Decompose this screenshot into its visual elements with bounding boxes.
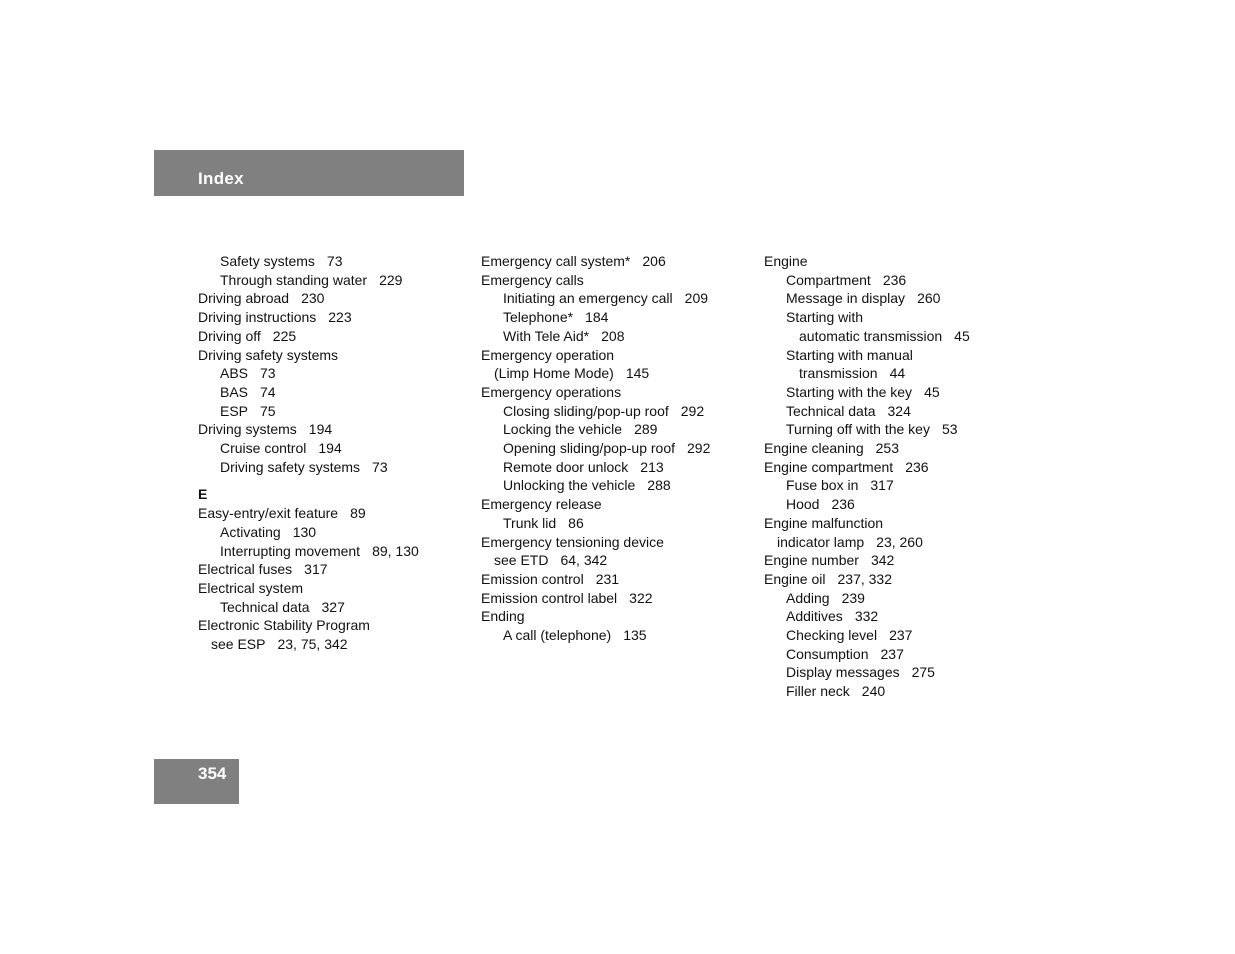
index-term: Emission control label — [481, 589, 618, 606]
index-page-ref: 327 — [321, 598, 345, 615]
index-term: Cruise control — [220, 440, 307, 457]
index-entry — [198, 327, 468, 346]
index-entry — [481, 439, 751, 458]
index-entry — [481, 626, 751, 645]
index-term: automatic transmission — [799, 327, 943, 344]
index-page-ref: 342 — [870, 552, 895, 569]
index-page-ref: 75 — [260, 402, 276, 419]
index-page-ref: 23, 75, 342 — [277, 636, 348, 653]
index-term: Unlocking the vehicle — [503, 477, 636, 494]
index-page-ref: 237 — [880, 645, 904, 662]
index-entry — [481, 551, 751, 570]
index-term: BAS — [220, 383, 249, 400]
index-entry — [764, 495, 1034, 514]
index-page-ref: 289 — [634, 421, 658, 438]
index-page-ref: 229 — [379, 271, 403, 288]
index-page-ref: 223 — [328, 309, 352, 326]
index-entry — [481, 420, 751, 439]
index-entry — [481, 607, 751, 626]
index-column-3 — [764, 252, 1034, 701]
index-term: Emergency calls — [481, 271, 584, 288]
index-term: Interrupting movement — [220, 542, 361, 559]
index-term: Driving safety systems — [198, 346, 339, 363]
page-number-box — [154, 759, 239, 804]
index-page-ref: 317 — [304, 561, 328, 578]
index-page-ref: 145 — [625, 365, 650, 382]
index-term: Safety systems — [220, 253, 315, 269]
index-entry — [198, 560, 468, 579]
index-entry — [481, 458, 751, 477]
index-term: Starting with — [786, 309, 864, 326]
index-page-ref: 89 — [350, 505, 366, 522]
index-page-ref: 53 — [941, 421, 958, 438]
index-entry — [764, 364, 1034, 383]
index-term: Engine — [764, 253, 808, 269]
index-page-ref: 184 — [585, 309, 609, 326]
index-term: Fuse box in — [786, 477, 859, 494]
index-entry — [764, 271, 1034, 290]
index-page-ref: 130 — [292, 523, 317, 540]
index-entry — [764, 458, 1034, 477]
index-entry — [198, 439, 468, 458]
index-term: see ETD — [494, 552, 549, 569]
index-term: Ending — [481, 608, 525, 625]
index-term: Technical data — [220, 598, 310, 615]
index-page-ref: 64, 342 — [560, 552, 608, 569]
index-term: Opening sliding/pop-up roof — [503, 440, 676, 457]
index-term: A call (telephone) — [503, 627, 612, 644]
index-entry — [481, 476, 751, 495]
index-entry — [198, 542, 468, 561]
index-term: With Tele Aid* — [503, 327, 590, 344]
index-term: Technical data — [786, 402, 876, 419]
index-term: Locking the vehicle — [503, 421, 623, 438]
index-term: Trunk lid — [503, 514, 557, 531]
index-entry — [481, 327, 751, 346]
index-term: Engine cleaning — [764, 440, 864, 457]
index-term: Adding — [786, 589, 830, 606]
index-column-1 — [198, 252, 468, 654]
index-term: (Limp Home Mode) — [494, 365, 614, 382]
index-entry — [198, 252, 468, 271]
index-entry — [481, 402, 751, 421]
index-term: ESP — [220, 402, 249, 419]
index-term: transmission — [799, 365, 878, 382]
index-entry — [481, 495, 751, 514]
index-page-ref: 322 — [629, 589, 653, 606]
index-entry — [198, 598, 468, 617]
index-entry — [198, 383, 468, 402]
index-page-ref: 225 — [272, 327, 297, 344]
index-term: Driving abroad — [198, 290, 290, 307]
index-page-ref: 208 — [601, 327, 625, 344]
index-term: Filler neck — [786, 683, 850, 700]
index-entry — [764, 663, 1034, 682]
index-page-ref: 89, 130 — [372, 542, 419, 559]
index-page-ref: 239 — [841, 589, 865, 606]
index-term: Electrical system — [198, 579, 304, 596]
index-entry — [764, 476, 1034, 495]
index-entry — [764, 514, 1034, 533]
index-page-ref: 73 — [326, 253, 343, 269]
index-entry — [481, 308, 751, 327]
index-page-ref: 240 — [861, 683, 886, 700]
index-term: Message in display — [786, 290, 906, 307]
index-term: Emergency operations — [481, 383, 622, 400]
index-entry — [481, 346, 751, 365]
index-term: Electrical fuses — [198, 561, 293, 578]
index-page-ref: 237, 332 — [837, 570, 892, 587]
index-term: indicator lamp — [777, 533, 865, 550]
index-page-ref: 194 — [318, 440, 342, 457]
index-page-ref: 237 — [889, 627, 913, 644]
index-term: Remote door unlock — [503, 458, 629, 475]
index-entry — [764, 551, 1034, 570]
index-term: Engine oil — [764, 570, 826, 587]
index-term: Initiating an emergency call — [503, 290, 673, 307]
header-bar — [154, 150, 464, 196]
index-entry — [198, 308, 468, 327]
index-entry — [198, 635, 468, 654]
index-page-ref: 135 — [623, 627, 647, 644]
page-number: 354 — [198, 764, 227, 783]
index-entry — [481, 570, 751, 589]
index-term: Turning off with the key — [786, 421, 930, 438]
index-page-ref: 209 — [684, 290, 709, 307]
index-entry — [481, 289, 751, 308]
index-entry — [764, 682, 1034, 701]
index-entry — [764, 420, 1034, 439]
index-term: Driving safety systems — [220, 458, 361, 475]
index-entry — [764, 439, 1034, 458]
index-page-ref: 44 — [889, 365, 906, 382]
index-entry — [764, 289, 1034, 308]
index-term: Activating — [220, 523, 281, 540]
index-entry — [198, 364, 468, 383]
index-term: Through standing water — [220, 271, 368, 288]
index-term: Driving instructions — [198, 309, 317, 326]
index-term: Driving systems — [198, 421, 297, 438]
index-entry — [198, 523, 468, 542]
index-entry — [764, 589, 1034, 608]
index-entry — [198, 289, 468, 308]
index-term: Starting with manual — [786, 346, 913, 363]
index-term: Closing sliding/pop-up roof — [503, 402, 669, 419]
index-entry — [764, 327, 1034, 346]
index-page-ref: 292 — [687, 440, 711, 457]
index-term: Checking level — [786, 627, 878, 644]
index-page-ref: 324 — [887, 402, 911, 419]
index-term: Emergency tensioning device — [481, 533, 664, 550]
index-page-ref: 236 — [905, 458, 929, 475]
index-entry — [764, 645, 1034, 664]
index-term: ABS — [220, 365, 249, 382]
index-term: Display messages — [786, 664, 900, 681]
index-page-ref: 275 — [911, 664, 935, 681]
index-entry — [764, 570, 1034, 589]
index-entry — [764, 626, 1034, 645]
index-term: Emergency call system* — [481, 253, 631, 269]
index-page-ref: 74 — [260, 383, 276, 400]
index-page-ref: 206 — [642, 253, 666, 269]
index-term: Emergency release — [481, 496, 602, 513]
index-term: Emergency operation — [481, 346, 615, 363]
page-title: Index — [198, 169, 244, 188]
index-entry — [481, 364, 751, 383]
index-page-ref: 231 — [595, 570, 620, 587]
index-entry — [764, 607, 1034, 626]
index-entry — [481, 589, 751, 608]
index-term: Hood — [786, 496, 820, 513]
index-term: Additives — [786, 608, 843, 625]
index-entry — [198, 402, 468, 421]
index-page-ref: 45 — [954, 327, 970, 344]
index-entry — [764, 533, 1034, 552]
index-entry — [481, 271, 751, 290]
index-term: Engine number — [764, 552, 859, 569]
index-term: see ESP — [211, 636, 266, 653]
index-letter-heading: E — [198, 486, 208, 503]
index-term: Driving off — [198, 327, 261, 344]
index-term: Compartment — [786, 271, 871, 288]
index-term: Electronic Stability Program — [198, 617, 370, 634]
index-page-ref: 45 — [924, 383, 940, 400]
index-page-ref: 317 — [870, 477, 894, 494]
index-entry — [198, 420, 468, 439]
index-entry — [198, 504, 468, 523]
index-entry — [198, 458, 468, 477]
index-entry — [198, 271, 468, 290]
index-term: Starting with the key — [786, 383, 913, 400]
index-page-ref: 236 — [831, 496, 855, 513]
index-entry — [764, 346, 1034, 365]
index-page-ref: 73 — [260, 365, 276, 382]
index-entry — [481, 514, 751, 533]
index-term: Engine compartment — [764, 458, 894, 475]
index-page-ref: 260 — [917, 290, 941, 307]
index-entry — [481, 252, 751, 271]
index-page-ref: 23, 260 — [876, 533, 923, 550]
index-page-ref: 332 — [854, 608, 879, 625]
index-page-ref: 236 — [882, 271, 907, 288]
index-entry — [198, 616, 468, 635]
index-term: Telephone* — [503, 309, 574, 326]
index-page-ref: 73 — [372, 458, 388, 475]
index-entry — [764, 383, 1034, 402]
index-entry — [198, 579, 468, 598]
index-entry — [198, 346, 468, 365]
index-term: Emission control — [481, 570, 584, 587]
index-page-ref: 292 — [680, 402, 705, 419]
index-page-ref: 213 — [640, 458, 664, 475]
index-term: Easy-entry/exit feature — [198, 505, 339, 522]
index-entry — [764, 252, 1034, 271]
index-column-2 — [481, 252, 751, 645]
index-entry — [764, 402, 1034, 421]
index-term: Engine malfunction — [764, 514, 884, 531]
index-entry — [481, 383, 751, 402]
index-page-ref: 253 — [875, 440, 899, 457]
index-entry — [481, 533, 751, 552]
index-term: Consumption — [786, 645, 869, 662]
index-page-ref: 86 — [568, 514, 584, 531]
index-page-ref: 194 — [308, 421, 333, 438]
index-page-ref: 288 — [647, 477, 671, 494]
index-page-ref: 230 — [301, 290, 325, 307]
index-entry — [764, 308, 1034, 327]
